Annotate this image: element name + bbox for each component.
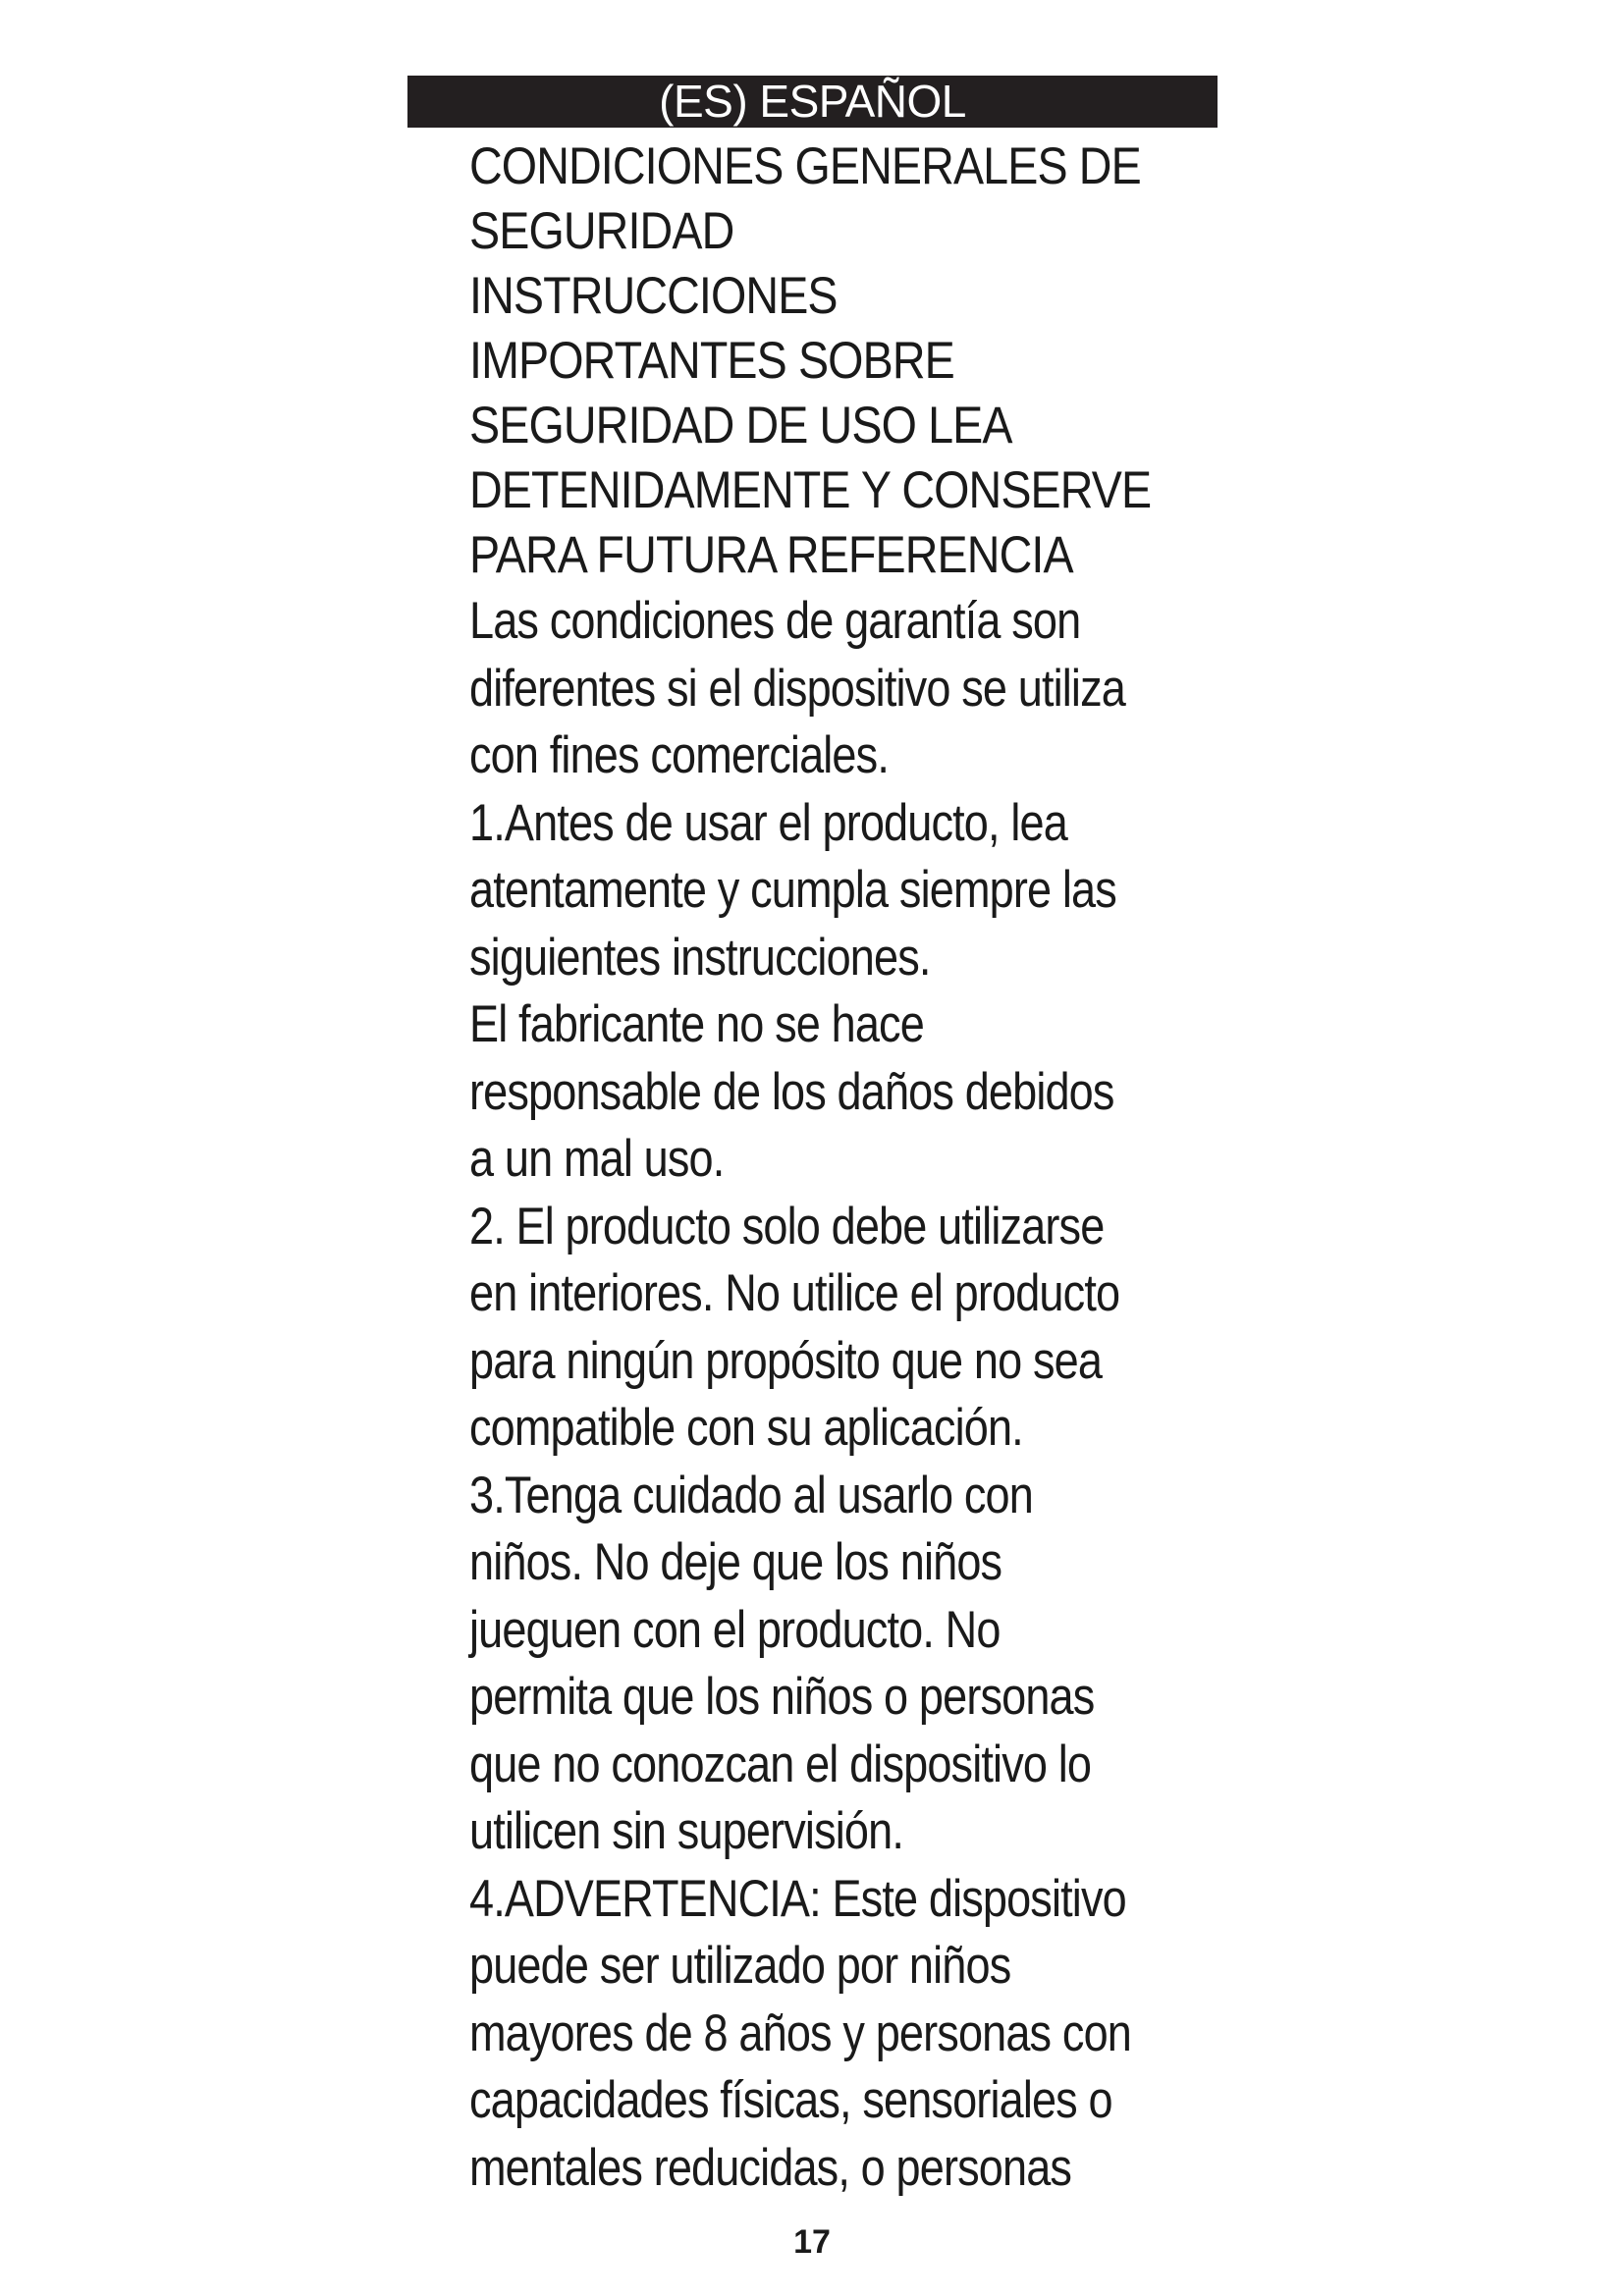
heading-line: CONDICIONES GENERALES DE — [469, 137, 1141, 195]
body-line: 1.Antes de usar el producto, lea — [469, 793, 1067, 852]
page-number: 17 — [793, 2223, 831, 2261]
body-line: jueguen con el producto. No — [469, 1600, 1001, 1659]
body-line: responsable de los daños debidos — [469, 1062, 1114, 1121]
body-line: para ningún propósito que no sea — [469, 1331, 1103, 1390]
body-line: atentamente y cumpla siempre las — [469, 861, 1116, 919]
body-line: diferentes si el dispositivo se utiliza — [469, 659, 1125, 718]
body-line: puede ser utilizado por niños — [469, 1937, 1011, 1995]
body-line: a un mal uso. — [469, 1130, 725, 1188]
body-line: 2. El producto solo debe utilizarse — [469, 1197, 1105, 1255]
heading-line: SEGURIDAD DE USO LEA — [469, 397, 1012, 454]
body-line: 3.Tenga cuidado al usarlo con — [469, 1466, 1033, 1524]
body-line: que no conozcan el dispositivo lo — [469, 1735, 1092, 1793]
language-header-bar — [407, 76, 1218, 128]
body-line: Las condiciones de garantía son — [469, 592, 1081, 650]
body-line: con fines comerciales. — [469, 726, 889, 784]
heading-line: DETENIDAMENTE Y CONSERVE — [469, 461, 1152, 519]
body-line: capacidades físicas, sensoriales o — [469, 2071, 1112, 2129]
body-line: mentales reducidas, o personas — [469, 2138, 1072, 2197]
heading-line: SEGURIDAD — [469, 202, 734, 260]
page-content — [469, 134, 1255, 2202]
body-line: compatible con su aplicación. — [469, 1399, 1023, 1457]
body-line: niños. No deje que los niños — [469, 1533, 1002, 1591]
safety-heading — [469, 134, 1247, 588]
body-line: permita que los niños o personas — [469, 1668, 1095, 1726]
heading-line: INSTRUCCIONES — [469, 267, 838, 325]
safety-instructions-text — [469, 588, 1254, 2202]
body-line: 4.ADVERTENCIA: Este dispositivo — [469, 1869, 1126, 1928]
body-line: mayores de 8 años y personas con — [469, 2003, 1131, 2062]
body-line: utilicen sin supervisión. — [469, 1802, 903, 1860]
heading-line: IMPORTANTES SOBRE — [469, 332, 954, 390]
heading-line: PARA FUTURA REFERENCIA — [469, 526, 1073, 584]
body-line: en interiores. No utilice el producto — [469, 1264, 1120, 1322]
language-label: (ES) ESPAÑOL — [659, 76, 966, 127]
body-line: siguientes instrucciones. — [469, 928, 931, 987]
body-line: El fabricante no se hace — [469, 995, 924, 1053]
